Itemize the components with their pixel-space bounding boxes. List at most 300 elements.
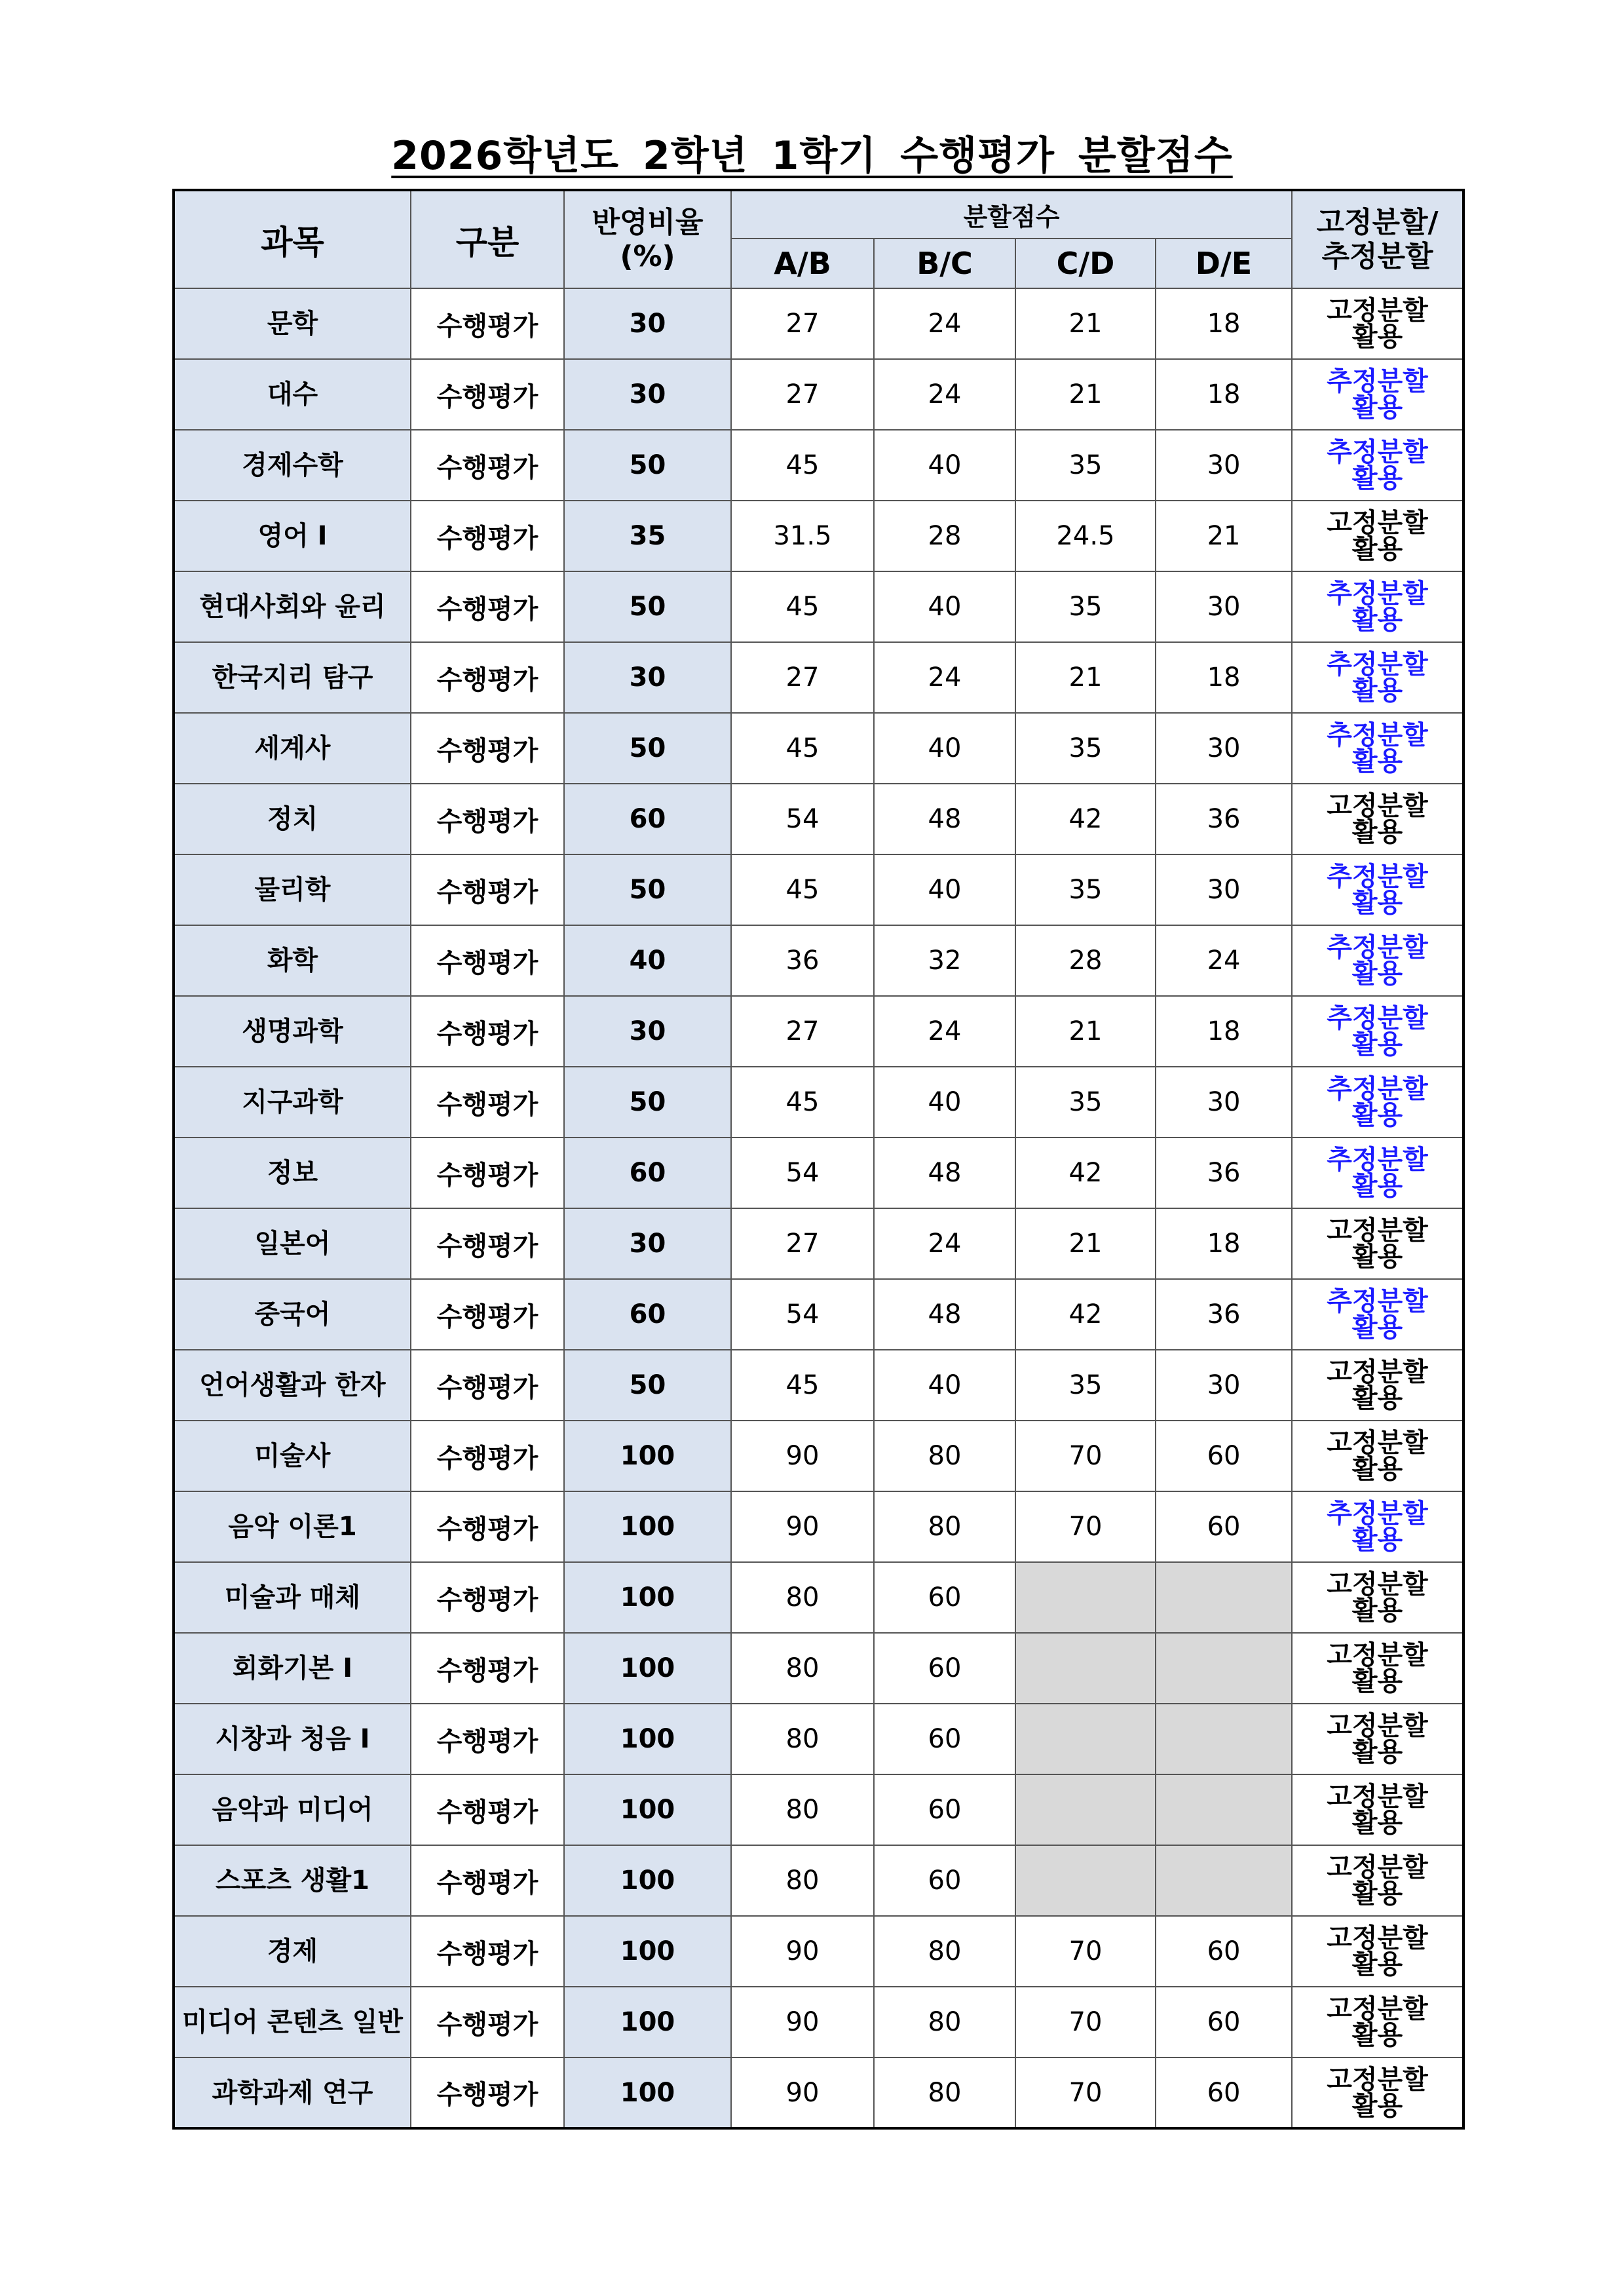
subject-cell: 시창과 청음 Ⅰ — [174, 1704, 411, 1774]
score-cd-cell: 70 — [1015, 1491, 1156, 1562]
method-cell — [1292, 1845, 1463, 1916]
header-ab: A/B — [731, 239, 874, 288]
score-de-cell: 30 — [1156, 854, 1292, 925]
ratio-cell: 30 — [564, 1208, 731, 1279]
score-de-cell: 36 — [1156, 784, 1292, 854]
header-cd: C/D — [1015, 239, 1156, 288]
method-cell — [1292, 1633, 1463, 1704]
subject-cell: 정치 — [174, 784, 411, 854]
table-row — [174, 1350, 1463, 1421]
ratio-cell: 30 — [564, 359, 731, 430]
category-cell: 수행평가 — [411, 996, 564, 1067]
score-ab-cell: 90 — [731, 2057, 874, 2128]
method-cell — [1292, 1916, 1463, 1987]
method-line2: 활용 — [1351, 463, 1403, 493]
score-cd-empty-cell — [1015, 1845, 1156, 1916]
method-cell — [1292, 359, 1463, 430]
table-row — [174, 1987, 1463, 2057]
score-de-cell: 18 — [1156, 359, 1292, 430]
score-bc-cell: 80 — [874, 1491, 1015, 1562]
score-ab-cell: 36 — [731, 925, 874, 996]
table-row — [174, 1845, 1463, 1916]
score-bc-cell: 60 — [874, 1562, 1015, 1633]
method-cell — [1292, 784, 1463, 854]
category-cell: 수행평가 — [411, 1491, 564, 1562]
method-line1: 추정분할 — [1327, 1074, 1428, 1104]
ratio-cell: 100 — [564, 1491, 731, 1562]
category-cell: 수행평가 — [411, 1067, 564, 1138]
ratio-cell: 35 — [564, 501, 731, 571]
score-bc-cell: 48 — [874, 784, 1015, 854]
header-method — [1292, 190, 1463, 288]
category-cell: 수행평가 — [411, 1916, 564, 1987]
score-ab-cell: 27 — [731, 1208, 874, 1279]
category-cell: 수행평가 — [411, 1208, 564, 1279]
subject-cell: 경제수학 — [174, 430, 411, 501]
subject-cell: 미술사 — [174, 1421, 411, 1491]
table-row — [174, 1279, 1463, 1350]
method-line1: 추정분할 — [1327, 1499, 1428, 1529]
score-bc-cell: 24 — [874, 996, 1015, 1067]
ratio-cell: 40 — [564, 925, 731, 996]
method-cell — [1292, 1774, 1463, 1845]
method-line2: 활용 — [1351, 605, 1403, 635]
method-line1: 고정분할 — [1327, 1357, 1428, 1387]
ratio-cell: 100 — [564, 1421, 731, 1491]
category-cell: 수행평가 — [411, 501, 564, 571]
header-ratio-line1: 반영비율 — [592, 205, 704, 239]
method-line1: 고정분할 — [1327, 296, 1428, 326]
score-de-empty-cell — [1156, 1845, 1292, 1916]
ratio-cell: 60 — [564, 1138, 731, 1208]
score-de-cell: 60 — [1156, 1916, 1292, 1987]
method-cell — [1292, 713, 1463, 784]
method-cell — [1292, 2057, 1463, 2128]
method-line2: 활용 — [1351, 534, 1403, 564]
score-cd-cell: 21 — [1015, 288, 1156, 359]
category-cell: 수행평가 — [411, 2057, 564, 2128]
method-line2: 활용 — [1351, 1171, 1403, 1201]
split-score-table — [172, 189, 1465, 2130]
header-category: 구분 — [411, 190, 564, 288]
subject-cell: 대수 — [174, 359, 411, 430]
method-line2: 활용 — [1351, 1879, 1403, 1909]
method-line2: 활용 — [1351, 1312, 1403, 1343]
method-line2: 활용 — [1351, 959, 1403, 989]
subject-cell: 언어생활과 한자 — [174, 1350, 411, 1421]
subject-cell: 과학과제 연구 — [174, 2057, 411, 2128]
score-de-cell: 60 — [1156, 1987, 1292, 2057]
score-ab-cell: 27 — [731, 996, 874, 1067]
subject-cell: 음악과 미디어 — [174, 1774, 411, 1845]
score-de-cell: 18 — [1156, 642, 1292, 713]
score-ab-cell: 45 — [731, 430, 874, 501]
method-line1: 추정분할 — [1327, 649, 1428, 679]
score-bc-cell: 60 — [874, 1704, 1015, 1774]
score-bc-cell: 48 — [874, 1138, 1015, 1208]
method-line2: 활용 — [1351, 1242, 1403, 1272]
score-ab-cell: 27 — [731, 642, 874, 713]
method-line2: 활용 — [1351, 392, 1403, 423]
score-bc-cell: 80 — [874, 1987, 1015, 2057]
category-cell: 수행평가 — [411, 784, 564, 854]
method-cell — [1292, 1421, 1463, 1491]
category-cell: 수행평가 — [411, 1704, 564, 1774]
subject-cell: 미술과 매체 — [174, 1562, 411, 1633]
method-cell — [1292, 430, 1463, 501]
score-cd-cell: 42 — [1015, 1138, 1156, 1208]
table-row — [174, 1138, 1463, 1208]
method-line2: 활용 — [1351, 1100, 1403, 1130]
score-ab-cell: 45 — [731, 854, 874, 925]
method-line1: 고정분할 — [1327, 2064, 1428, 2095]
method-line1: 고정분할 — [1327, 1569, 1428, 1599]
score-de-cell: 36 — [1156, 1138, 1292, 1208]
method-cell — [1292, 1279, 1463, 1350]
page-title: 2026학년도 2학년 1학기 수행평가 분할점수 — [391, 133, 1233, 179]
score-cd-cell: 42 — [1015, 1279, 1156, 1350]
subject-cell: 지구과학 — [174, 1067, 411, 1138]
score-de-cell: 30 — [1156, 713, 1292, 784]
score-de-cell: 30 — [1156, 1067, 1292, 1138]
method-line1: 고정분할 — [1327, 1215, 1428, 1246]
method-cell — [1292, 288, 1463, 359]
method-line1: 고정분할 — [1327, 1994, 1428, 2024]
score-de-cell: 60 — [1156, 1421, 1292, 1491]
method-cell — [1292, 1350, 1463, 1421]
method-line1: 추정분할 — [1327, 366, 1428, 396]
category-cell: 수행평가 — [411, 288, 564, 359]
score-de-cell: 18 — [1156, 996, 1292, 1067]
subject-cell: 스포츠 생활1 — [174, 1845, 411, 1916]
method-line2: 활용 — [1351, 1737, 1403, 1767]
score-cd-empty-cell — [1015, 1633, 1156, 1704]
category-cell: 수행평가 — [411, 430, 564, 501]
method-line2: 활용 — [1351, 1525, 1403, 1555]
method-cell — [1292, 571, 1463, 642]
score-bc-cell: 80 — [874, 1916, 1015, 1987]
score-ab-cell: 31.5 — [731, 501, 874, 571]
ratio-cell: 60 — [564, 784, 731, 854]
score-cd-cell: 70 — [1015, 1987, 1156, 2057]
method-line1: 고정분할 — [1327, 1640, 1428, 1670]
score-de-cell: 18 — [1156, 288, 1292, 359]
score-ab-cell: 90 — [731, 1491, 874, 1562]
header-de: D/E — [1156, 239, 1292, 288]
table-row — [174, 1916, 1463, 1987]
score-bc-cell: 24 — [874, 1208, 1015, 1279]
ratio-cell: 30 — [564, 996, 731, 1067]
method-cell — [1292, 1562, 1463, 1633]
table-row — [174, 1774, 1463, 1845]
table-row — [174, 1704, 1463, 1774]
category-cell: 수행평가 — [411, 925, 564, 996]
category-cell: 수행평가 — [411, 1562, 564, 1633]
method-line1: 추정분할 — [1327, 579, 1428, 609]
method-cell — [1292, 854, 1463, 925]
table-row — [174, 359, 1463, 430]
score-ab-cell: 80 — [731, 1704, 874, 1774]
table-row — [174, 996, 1463, 1067]
category-cell: 수행평가 — [411, 359, 564, 430]
score-cd-cell: 21 — [1015, 996, 1156, 1067]
score-ab-cell: 54 — [731, 1138, 874, 1208]
method-cell — [1292, 1491, 1463, 1562]
method-line1: 추정분할 — [1327, 437, 1428, 467]
score-de-cell: 21 — [1156, 501, 1292, 571]
subject-cell: 화학 — [174, 925, 411, 996]
table-row — [174, 1067, 1463, 1138]
method-line2: 활용 — [1351, 1029, 1403, 1060]
score-de-empty-cell — [1156, 1633, 1292, 1704]
ratio-cell: 100 — [564, 1633, 731, 1704]
header-ratio-line2: (%) — [620, 239, 675, 273]
subject-cell: 현대사회와 윤리 — [174, 571, 411, 642]
method-line1: 추정분할 — [1327, 1003, 1428, 1033]
score-ab-cell: 45 — [731, 713, 874, 784]
score-bc-cell: 48 — [874, 1279, 1015, 1350]
subject-cell: 중국어 — [174, 1279, 411, 1350]
method-line2: 활용 — [1351, 322, 1403, 352]
score-ab-cell: 54 — [731, 784, 874, 854]
score-bc-cell: 40 — [874, 1350, 1015, 1421]
method-line1: 고정분할 — [1327, 791, 1428, 821]
method-line1: 추정분할 — [1327, 1286, 1428, 1316]
method-cell — [1292, 1208, 1463, 1279]
score-de-cell: 18 — [1156, 1208, 1292, 1279]
score-de-cell: 36 — [1156, 1279, 1292, 1350]
ratio-cell: 50 — [564, 713, 731, 784]
score-de-cell: 60 — [1156, 2057, 1292, 2128]
score-de-empty-cell — [1156, 1774, 1292, 1845]
score-bc-cell: 80 — [874, 1421, 1015, 1491]
ratio-cell: 100 — [564, 1562, 731, 1633]
method-line2: 활용 — [1351, 1808, 1403, 1838]
subject-cell: 일본어 — [174, 1208, 411, 1279]
method-line1: 추정분할 — [1327, 862, 1428, 892]
category-cell: 수행평가 — [411, 571, 564, 642]
subject-cell: 한국지리 탐구 — [174, 642, 411, 713]
ratio-cell: 50 — [564, 1350, 731, 1421]
table-row — [174, 1421, 1463, 1491]
method-line2: 활용 — [1351, 746, 1403, 776]
method-line1: 추정분할 — [1327, 1145, 1428, 1175]
score-ab-cell: 80 — [731, 1633, 874, 1704]
subject-cell: 문학 — [174, 288, 411, 359]
score-ab-cell: 45 — [731, 571, 874, 642]
subject-cell: 경제 — [174, 1916, 411, 1987]
method-line1: 고정분할 — [1327, 1428, 1428, 1458]
score-cd-cell: 70 — [1015, 1916, 1156, 1987]
subject-cell: 정보 — [174, 1138, 411, 1208]
method-line1: 추정분할 — [1327, 720, 1428, 750]
table-body — [174, 288, 1463, 2128]
score-bc-cell: 60 — [874, 1845, 1015, 1916]
category-cell: 수행평가 — [411, 1138, 564, 1208]
method-line1: 추정분할 — [1327, 932, 1428, 963]
table-row — [174, 1562, 1463, 1633]
subject-cell: 물리학 — [174, 854, 411, 925]
table-row — [174, 1208, 1463, 1279]
ratio-cell: 100 — [564, 1774, 731, 1845]
score-ab-cell: 80 — [731, 1774, 874, 1845]
score-cd-empty-cell — [1015, 1704, 1156, 1774]
table-row — [174, 784, 1463, 854]
ratio-cell: 30 — [564, 642, 731, 713]
score-ab-cell: 27 — [731, 359, 874, 430]
method-line1: 고정분할 — [1327, 1923, 1428, 1953]
score-bc-cell: 24 — [874, 288, 1015, 359]
score-ab-cell: 90 — [731, 1987, 874, 2057]
subject-cell: 음악 이론1 — [174, 1491, 411, 1562]
score-cd-cell: 24.5 — [1015, 501, 1156, 571]
header-bc: B/C — [874, 239, 1015, 288]
ratio-cell: 30 — [564, 288, 731, 359]
table-row — [174, 288, 1463, 359]
score-bc-cell: 28 — [874, 501, 1015, 571]
score-bc-cell: 32 — [874, 925, 1015, 996]
ratio-cell: 60 — [564, 1279, 731, 1350]
score-ab-cell: 54 — [731, 1279, 874, 1350]
table-row — [174, 854, 1463, 925]
header-method-line2: 추정분할 — [1321, 239, 1433, 273]
table-row — [174, 501, 1463, 571]
method-line2: 활용 — [1351, 1454, 1403, 1484]
score-ab-cell: 27 — [731, 288, 874, 359]
score-bc-cell: 24 — [874, 642, 1015, 713]
method-line2: 활용 — [1351, 817, 1403, 847]
category-cell: 수행평가 — [411, 1279, 564, 1350]
method-line2: 활용 — [1351, 676, 1403, 706]
table-row — [174, 571, 1463, 642]
category-cell: 수행평가 — [411, 1845, 564, 1916]
score-bc-cell: 80 — [874, 2057, 1015, 2128]
method-cell — [1292, 925, 1463, 996]
score-bc-cell: 24 — [874, 359, 1015, 430]
method-line1: 고정분할 — [1327, 508, 1428, 538]
table-row — [174, 925, 1463, 996]
ratio-cell: 50 — [564, 854, 731, 925]
score-cd-empty-cell — [1015, 1562, 1156, 1633]
score-cd-cell: 21 — [1015, 1208, 1156, 1279]
score-de-cell: 24 — [1156, 925, 1292, 996]
score-bc-cell: 60 — [874, 1774, 1015, 1845]
score-cd-cell: 35 — [1015, 1350, 1156, 1421]
score-de-cell: 30 — [1156, 571, 1292, 642]
score-de-cell: 30 — [1156, 1350, 1292, 1421]
category-cell: 수행평가 — [411, 1774, 564, 1845]
header-subject: 과목 — [174, 190, 411, 288]
table-row — [174, 1491, 1463, 1562]
ratio-cell: 100 — [564, 1916, 731, 1987]
header-row-top — [174, 190, 1463, 239]
method-line1: 고정분할 — [1327, 1782, 1428, 1812]
category-cell: 수행평가 — [411, 1633, 564, 1704]
method-line2: 활용 — [1351, 1596, 1403, 1626]
score-bc-cell: 40 — [874, 854, 1015, 925]
method-cell — [1292, 1987, 1463, 2057]
score-cd-cell: 35 — [1015, 854, 1156, 925]
score-bc-cell: 40 — [874, 1067, 1015, 1138]
score-cd-cell: 21 — [1015, 642, 1156, 713]
score-ab-cell: 45 — [731, 1350, 874, 1421]
ratio-cell: 100 — [564, 2057, 731, 2128]
method-cell — [1292, 1704, 1463, 1774]
score-ab-cell: 80 — [731, 1845, 874, 1916]
table-row — [174, 2057, 1463, 2128]
subject-cell: 생명과학 — [174, 996, 411, 1067]
ratio-cell: 100 — [564, 1987, 731, 2057]
score-cd-cell: 35 — [1015, 1067, 1156, 1138]
score-de-empty-cell — [1156, 1562, 1292, 1633]
subject-cell: 세계사 — [174, 713, 411, 784]
method-line2: 활용 — [1351, 1666, 1403, 1696]
method-line2: 활용 — [1351, 1383, 1403, 1413]
score-de-empty-cell — [1156, 1704, 1292, 1774]
method-line2: 활용 — [1351, 2020, 1403, 2050]
header-split-score: 분할점수 — [731, 190, 1292, 239]
score-cd-cell: 35 — [1015, 571, 1156, 642]
subject-cell: 영어 Ⅰ — [174, 501, 411, 571]
score-cd-cell: 21 — [1015, 359, 1156, 430]
score-ab-cell: 90 — [731, 1421, 874, 1491]
ratio-cell: 50 — [564, 430, 731, 501]
table-row — [174, 430, 1463, 501]
method-cell — [1292, 642, 1463, 713]
method-cell — [1292, 1138, 1463, 1208]
table-row — [174, 642, 1463, 713]
method-line1: 고정분할 — [1327, 1711, 1428, 1741]
method-line1: 고정분할 — [1327, 1852, 1428, 1883]
subject-cell: 회화기본 Ⅰ — [174, 1633, 411, 1704]
ratio-cell: 100 — [564, 1704, 731, 1774]
table-row — [174, 713, 1463, 784]
category-cell: 수행평가 — [411, 1987, 564, 2057]
score-cd-cell: 35 — [1015, 430, 1156, 501]
method-cell — [1292, 996, 1463, 1067]
subject-cell: 미디어 콘텐츠 일반 — [174, 1987, 411, 2057]
category-cell: 수행평가 — [411, 642, 564, 713]
score-bc-cell: 40 — [874, 571, 1015, 642]
method-cell — [1292, 501, 1463, 571]
category-cell: 수행평가 — [411, 713, 564, 784]
score-bc-cell: 40 — [874, 713, 1015, 784]
header-method-line1: 고정분할/ — [1316, 205, 1439, 239]
category-cell: 수행평가 — [411, 1350, 564, 1421]
score-ab-cell: 80 — [731, 1562, 874, 1633]
score-de-cell: 60 — [1156, 1491, 1292, 1562]
ratio-cell: 100 — [564, 1845, 731, 1916]
score-ab-cell: 90 — [731, 1916, 874, 1987]
score-bc-cell: 40 — [874, 430, 1015, 501]
category-cell: 수행평가 — [411, 854, 564, 925]
method-line2: 활용 — [1351, 888, 1403, 918]
score-cd-cell: 70 — [1015, 1421, 1156, 1491]
score-ab-cell: 45 — [731, 1067, 874, 1138]
ratio-cell: 50 — [564, 1067, 731, 1138]
method-line2: 활용 — [1351, 1949, 1403, 1980]
score-cd-cell: 35 — [1015, 713, 1156, 784]
score-cd-cell: 42 — [1015, 784, 1156, 854]
category-cell: 수행평가 — [411, 1421, 564, 1491]
score-bc-cell: 60 — [874, 1633, 1015, 1704]
score-cd-cell: 28 — [1015, 925, 1156, 996]
method-cell — [1292, 1067, 1463, 1138]
score-de-cell: 30 — [1156, 430, 1292, 501]
method-line2: 활용 — [1351, 2090, 1403, 2121]
header-ratio — [564, 190, 731, 288]
score-cd-cell: 70 — [1015, 2057, 1156, 2128]
